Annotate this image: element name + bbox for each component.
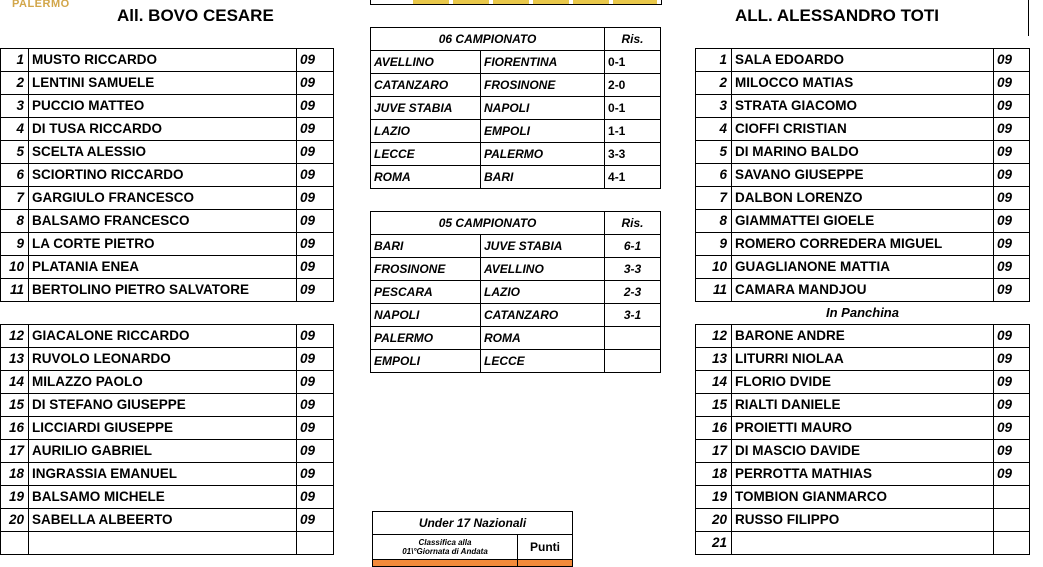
match-result: 1-1 — [605, 120, 661, 143]
player-name: PLATANIA ENEA — [29, 256, 297, 279]
player-name: GARGIULO FRANCESCO — [29, 187, 297, 210]
player-name — [29, 532, 297, 555]
player-year: 09 — [994, 164, 1030, 187]
bench-header-row — [696, 302, 1030, 325]
player-year — [994, 509, 1030, 532]
player-row — [1, 233, 334, 256]
player-row — [696, 417, 1030, 440]
player-row — [696, 463, 1030, 486]
match-result: 0-1 — [605, 51, 661, 74]
championship-06-title: 06 CAMPIONATO — [371, 28, 605, 51]
player-year: 09 — [994, 463, 1030, 486]
match-result: 3-3 — [605, 258, 661, 281]
player-number: 15 — [1, 394, 29, 417]
player-number: 9 — [696, 233, 732, 256]
player-row — [1, 95, 334, 118]
player-year: 09 — [297, 72, 334, 95]
player-row — [696, 486, 1030, 509]
player-name: DI MASCIO DAVIDE — [732, 440, 994, 463]
match-row — [371, 281, 661, 304]
player-year: 09 — [994, 233, 1030, 256]
player-row — [696, 141, 1030, 164]
player-row — [696, 348, 1030, 371]
player-row — [696, 256, 1030, 279]
player-number: 11 — [1, 279, 29, 302]
player-row — [1, 187, 334, 210]
left-coach: All. BOVO CESARE — [117, 6, 274, 25]
player-number: 3 — [1, 95, 29, 118]
standings-title: Under 17 Nazionali — [373, 512, 573, 535]
match-row — [371, 166, 661, 189]
player-name: LICCIARDI GIUSEPPE — [29, 417, 297, 440]
player-year: 09 — [994, 141, 1030, 164]
player-row — [1, 210, 334, 233]
match-result — [605, 350, 661, 373]
player-name: RUVOLO LEONARDO — [29, 348, 297, 371]
player-number: 17 — [1, 440, 29, 463]
player-number: 13 — [1, 348, 29, 371]
match-result: 4-1 — [605, 166, 661, 189]
player-name: DI STEFANO GIUSEPPE — [29, 394, 297, 417]
player-row — [696, 371, 1030, 394]
player-year: 09 — [994, 118, 1030, 141]
match-result: 6-1 — [605, 235, 661, 258]
player-row — [696, 118, 1030, 141]
player-name: CIOFFI CRISTIAN — [732, 118, 994, 141]
player-year: 09 — [297, 463, 334, 486]
match-result: 2-0 — [605, 74, 661, 97]
player-number — [1, 532, 29, 555]
right-edge-line — [1028, 0, 1029, 36]
match-result: 3-3 — [605, 143, 661, 166]
player-name: BERTOLINO PIETRO SALVATORE — [29, 279, 297, 302]
player-name: PUCCIO MATTEO — [29, 95, 297, 118]
player-year: 09 — [297, 348, 334, 371]
player-row — [696, 164, 1030, 187]
match-row — [371, 258, 661, 281]
player-year — [297, 532, 334, 555]
match-row — [371, 304, 661, 327]
home-team: FROSINONE — [371, 258, 481, 281]
player-number: 8 — [696, 210, 732, 233]
away-team: AVELLINO — [481, 258, 605, 281]
home-team: AVELLINO — [371, 51, 481, 74]
player-name: MILAZZO PAOLO — [29, 371, 297, 394]
player-number: 7 — [696, 187, 732, 210]
away-team: EMPOLI — [481, 120, 605, 143]
player-number: 16 — [696, 417, 732, 440]
player-row — [1, 348, 334, 371]
player-year: 09 — [994, 279, 1030, 302]
player-number: 3 — [696, 95, 732, 118]
player-name: INGRASSIA EMANUEL — [29, 463, 297, 486]
player-name: SALA EDOARDO — [732, 49, 994, 72]
player-name: LENTINI SAMUELE — [29, 72, 297, 95]
player-name: DI MARINO BALDO — [732, 141, 994, 164]
away-team: BARI — [481, 166, 605, 189]
player-number: 21 — [696, 532, 732, 555]
player-year: 09 — [994, 210, 1030, 233]
player-row — [696, 325, 1030, 348]
player-number: 16 — [1, 417, 29, 440]
player-name: LITURRI NIOLAA — [732, 348, 994, 371]
player-year: 09 — [994, 187, 1030, 210]
player-name: SAVANO GIUSEPPE — [732, 164, 994, 187]
player-year: 09 — [994, 371, 1030, 394]
player-row — [696, 49, 1030, 72]
match-row — [371, 350, 661, 373]
player-name: PERROTTA MATHIAS — [732, 463, 994, 486]
player-number: 11 — [696, 279, 732, 302]
player-number: 1 — [1, 49, 29, 72]
player-number: 15 — [696, 394, 732, 417]
home-team: PESCARA — [371, 281, 481, 304]
player-row — [696, 509, 1030, 532]
player-year: 09 — [297, 164, 334, 187]
player-name: GUAGLIANONE MATTIA — [732, 256, 994, 279]
home-team: LECCE — [371, 143, 481, 166]
player-number: 12 — [1, 325, 29, 348]
player-year: 09 — [297, 49, 334, 72]
standings-table — [372, 511, 573, 567]
match-result: 3-1 — [605, 304, 661, 327]
player-number: 12 — [696, 325, 732, 348]
match-result: 0-1 — [605, 97, 661, 120]
championship-06-ris: Ris. — [605, 28, 661, 51]
player-row — [1, 279, 334, 302]
home-team: LAZIO — [371, 120, 481, 143]
player-name: BARONE ANDRE — [732, 325, 994, 348]
match-row — [371, 97, 661, 120]
away-team: ROMA — [481, 327, 605, 350]
home-team: CATANZARO — [371, 74, 481, 97]
player-number: 7 — [1, 187, 29, 210]
player-row — [1, 256, 334, 279]
player-year: 09 — [297, 440, 334, 463]
player-row — [1, 325, 334, 348]
player-number: 1 — [696, 49, 732, 72]
player-row — [1, 118, 334, 141]
player-year: 09 — [297, 233, 334, 256]
player-number: 19 — [696, 486, 732, 509]
player-row — [1, 164, 334, 187]
player-number: 4 — [1, 118, 29, 141]
player-year: 09 — [297, 417, 334, 440]
match-row — [371, 120, 661, 143]
player-year: 09 — [297, 118, 334, 141]
player-number: 8 — [1, 210, 29, 233]
player-year — [994, 486, 1030, 509]
away-team: CATANZARO — [481, 304, 605, 327]
player-row — [1, 141, 334, 164]
match-result: 2-3 — [605, 281, 661, 304]
player-name: BALSAMO FRANCESCO — [29, 210, 297, 233]
player-year: 09 — [994, 440, 1030, 463]
match-row — [371, 327, 661, 350]
player-number: 14 — [1, 371, 29, 394]
home-team: JUVE STABIA — [371, 97, 481, 120]
player-year: 09 — [994, 256, 1030, 279]
standings-subtitle-1: Classifica alla — [418, 538, 472, 547]
player-year: 09 — [994, 325, 1030, 348]
player-row — [1, 394, 334, 417]
player-year: 09 — [297, 279, 334, 302]
player-name: GIAMMATTEI GIOELE — [732, 210, 994, 233]
away-team: NAPOLI — [481, 97, 605, 120]
right-team-table — [695, 48, 1030, 555]
player-year: 09 — [994, 417, 1030, 440]
player-number: 20 — [1, 509, 29, 532]
player-name: ROMERO CORREDERA MIGUEL — [732, 233, 994, 256]
home-team: NAPOLI — [371, 304, 481, 327]
player-year: 09 — [994, 95, 1030, 118]
player-row — [1, 440, 334, 463]
club-logo-text: PALERMO — [12, 0, 70, 10]
player-number: 5 — [696, 141, 732, 164]
player-row — [1, 417, 334, 440]
player-year: 09 — [297, 141, 334, 164]
player-name: TOMBION GIANMARCO — [732, 486, 994, 509]
player-row — [696, 187, 1030, 210]
player-number: 9 — [1, 233, 29, 256]
player-name: GIACALONE RICCARDO — [29, 325, 297, 348]
home-team: PALERMO — [371, 327, 481, 350]
player-name: BALSAMO MICHELE — [29, 486, 297, 509]
match-row — [371, 143, 661, 166]
home-team: ROMA — [371, 166, 481, 189]
player-name: SCIORTINO RICCARDO — [29, 164, 297, 187]
player-year: 09 — [297, 95, 334, 118]
player-name: MUSTO RICCARDO — [29, 49, 297, 72]
player-year — [994, 532, 1030, 555]
player-number: 18 — [696, 463, 732, 486]
player-row — [1, 532, 334, 555]
player-year: 09 — [994, 348, 1030, 371]
standings-subtitle-2: 01\°Giornata di Andata — [402, 547, 488, 556]
player-number: 17 — [696, 440, 732, 463]
player-row — [1, 463, 334, 486]
player-name: SCELTA ALESSIO — [29, 141, 297, 164]
player-row — [696, 72, 1030, 95]
top-header-box — [370, 0, 662, 5]
player-row — [696, 95, 1030, 118]
match-row — [371, 74, 661, 97]
player-number: 10 — [1, 256, 29, 279]
player-row — [1, 49, 334, 72]
player-row — [1, 72, 334, 95]
player-number: 2 — [1, 72, 29, 95]
player-number: 19 — [1, 486, 29, 509]
away-team: LECCE — [481, 350, 605, 373]
away-team: FIORENTINA — [481, 51, 605, 74]
away-team: PALERMO — [481, 143, 605, 166]
player-name: LA CORTE PIETRO — [29, 233, 297, 256]
player-year: 09 — [297, 325, 334, 348]
away-team: JUVE STABIA — [481, 235, 605, 258]
standings-points-label: Punti — [518, 535, 573, 560]
player-name: AURILIO GABRIEL — [29, 440, 297, 463]
player-year: 09 — [994, 49, 1030, 72]
player-row — [1, 486, 334, 509]
player-name — [732, 532, 994, 555]
player-row — [696, 532, 1030, 555]
player-row — [696, 279, 1030, 302]
player-name: MILOCCO MATIAS — [732, 72, 994, 95]
championship-06-table — [370, 27, 661, 189]
bench-label: In Panchina — [826, 305, 899, 320]
player-name: RUSSO FILIPPO — [732, 509, 994, 532]
player-name: FLORIO DVIDE — [732, 371, 994, 394]
player-name: PROIETTI MAURO — [732, 417, 994, 440]
home-team: BARI — [371, 235, 481, 258]
player-number: 2 — [696, 72, 732, 95]
player-row — [1, 509, 334, 532]
match-result — [605, 327, 661, 350]
player-year: 09 — [297, 486, 334, 509]
player-row — [696, 440, 1030, 463]
player-year: 09 — [297, 187, 334, 210]
right-coach: ALL. ALESSANDRO TOTI — [735, 6, 939, 25]
player-year: 09 — [994, 394, 1030, 417]
player-row — [696, 210, 1030, 233]
home-team: EMPOLI — [371, 350, 481, 373]
player-year: 09 — [994, 72, 1030, 95]
player-number: 6 — [696, 164, 732, 187]
player-year: 09 — [297, 509, 334, 532]
player-name: DALBON LORENZO — [732, 187, 994, 210]
match-row — [371, 235, 661, 258]
standings-row-highlight — [373, 560, 518, 567]
player-number: 13 — [696, 348, 732, 371]
away-team: LAZIO — [481, 281, 605, 304]
championship-05-table — [370, 211, 661, 373]
player-name: CAMARA MANDJOU — [732, 279, 994, 302]
player-name: SABELLA ALBEERTO — [29, 509, 297, 532]
player-row — [696, 233, 1030, 256]
left-team-table — [0, 48, 334, 555]
player-year: 09 — [297, 210, 334, 233]
player-number: 18 — [1, 463, 29, 486]
away-team: FROSINONE — [481, 74, 605, 97]
player-row — [1, 371, 334, 394]
championship-05-title: 05 CAMPIONATO — [371, 212, 605, 235]
player-name: RIALTI DANIELE — [732, 394, 994, 417]
player-year: 09 — [297, 371, 334, 394]
player-number: 20 — [696, 509, 732, 532]
match-row — [371, 51, 661, 74]
player-year: 09 — [297, 256, 334, 279]
player-number: 14 — [696, 371, 732, 394]
player-row — [696, 394, 1030, 417]
player-name: STRATA GIACOMO — [732, 95, 994, 118]
player-number: 5 — [1, 141, 29, 164]
player-number: 4 — [696, 118, 732, 141]
player-number: 10 — [696, 256, 732, 279]
player-year: 09 — [297, 394, 334, 417]
championship-05-ris: Ris. — [605, 212, 661, 235]
player-number: 6 — [1, 164, 29, 187]
roster-spacer-row — [1, 302, 334, 325]
player-name: DI TUSA RICCARDO — [29, 118, 297, 141]
